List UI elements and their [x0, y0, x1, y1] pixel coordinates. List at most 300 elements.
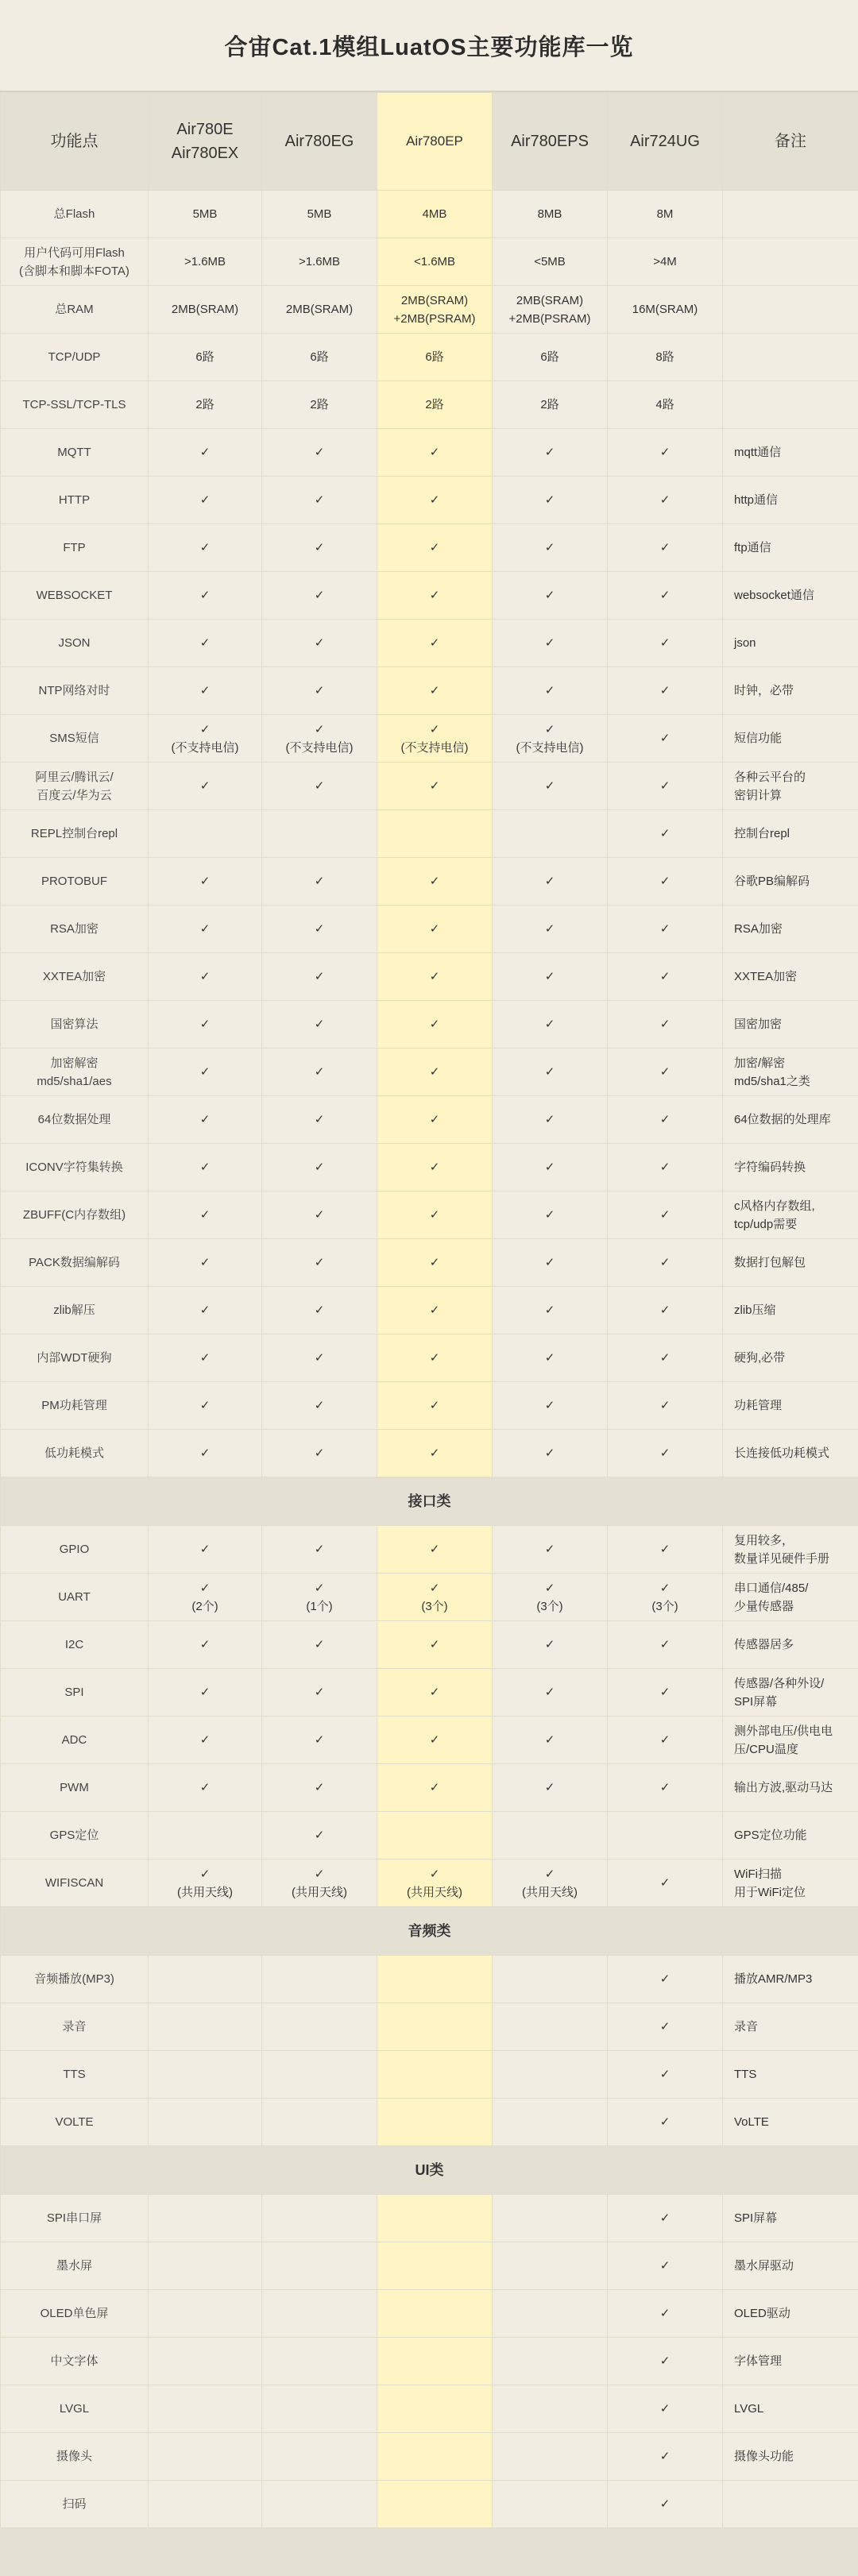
feature-name: HTTP	[1, 477, 149, 524]
note-cell	[723, 191, 858, 238]
table-row	[1, 524, 858, 572]
support-cell: ✓	[149, 1717, 262, 1764]
note-cell: 功耗管理	[723, 1382, 858, 1430]
support-cell: ✓	[608, 2385, 723, 2433]
table-row	[1, 2195, 858, 2242]
support-cell: ✓	[608, 953, 723, 1001]
support-cell: ✓	[377, 858, 493, 906]
support-cell: ✓	[377, 953, 493, 1001]
support-cell: ✓	[262, 572, 377, 620]
support-cell	[149, 2051, 262, 2099]
note-cell: zlib压缩	[723, 1287, 858, 1334]
note-cell: 播放AMR/MP3	[723, 1956, 858, 2003]
table-row	[1, 1621, 858, 1669]
support-cell: ✓ (3个)	[608, 1574, 723, 1621]
support-cell: ✓	[493, 667, 608, 715]
support-cell: ✓	[149, 953, 262, 1001]
support-cell: ✓	[377, 1239, 493, 1287]
support-cell: ✓	[608, 2433, 723, 2481]
support-cell: ✓	[493, 1621, 608, 1669]
support-cell	[377, 2433, 493, 2481]
support-cell: ✓	[493, 1287, 608, 1334]
support-cell	[262, 2099, 377, 2146]
support-cell: ✓	[149, 1382, 262, 1430]
table-row	[1, 2481, 858, 2528]
table-row	[1, 2003, 858, 2051]
support-cell: ✓	[377, 620, 493, 667]
note-cell	[723, 238, 858, 286]
support-cell: ✓	[262, 1334, 377, 1382]
support-cell: ✓	[377, 572, 493, 620]
table-row	[1, 1096, 858, 1144]
support-cell: ✓	[377, 667, 493, 715]
support-cell	[377, 2290, 493, 2338]
note-cell: 控制台repl	[723, 810, 858, 858]
table-row	[1, 1430, 858, 1477]
support-cell	[493, 1956, 608, 2003]
feature-name: 加密解密 md5/sha1/aes	[1, 1049, 149, 1096]
section-row	[1, 1477, 858, 1526]
support-cell: ✓	[262, 1669, 377, 1717]
column-header: Air780E Air780EX	[149, 93, 262, 191]
support-cell: ✓	[608, 1717, 723, 1764]
support-cell: 6路	[493, 334, 608, 381]
support-cell: ✓	[608, 2481, 723, 2528]
support-cell	[262, 2242, 377, 2290]
support-cell: 5MB	[262, 191, 377, 238]
support-cell: 6路	[377, 334, 493, 381]
feature-name: 内部WDT硬狗	[1, 1334, 149, 1382]
support-cell: ✓	[608, 2290, 723, 2338]
support-cell: ✓	[493, 1334, 608, 1382]
support-cell	[262, 2433, 377, 2481]
feature-name: ICONV字符集转换	[1, 1144, 149, 1191]
table-row	[1, 1526, 858, 1574]
support-cell: ✓	[608, 1669, 723, 1717]
support-cell: ✓	[608, 1956, 723, 2003]
support-cell	[493, 2433, 608, 2481]
note-cell: 传感器/各种外设/ SPI屏幕	[723, 1669, 858, 1717]
support-cell: ✓	[608, 1860, 723, 1907]
support-cell	[262, 2051, 377, 2099]
support-cell: 4MB	[377, 191, 493, 238]
support-cell: >1.6MB	[262, 238, 377, 286]
table-row	[1, 2385, 858, 2433]
column-header: Air724UG	[608, 93, 723, 191]
feature-name: PM功耗管理	[1, 1382, 149, 1430]
support-cell: ✓	[608, 1382, 723, 1430]
support-cell: >1.6MB	[149, 238, 262, 286]
support-cell: ✓ (1个)	[262, 1574, 377, 1621]
table-row	[1, 1860, 858, 1907]
feature-name: TCP-SSL/TCP-TLS	[1, 381, 149, 429]
table-row	[1, 381, 858, 429]
feature-name: MQTT	[1, 429, 149, 477]
support-cell: ✓	[262, 1096, 377, 1144]
support-cell: 2MB(SRAM) +2MB(PSRAM)	[493, 286, 608, 334]
table-row	[1, 763, 858, 810]
feature-name: I2C	[1, 1621, 149, 1669]
table-row	[1, 1669, 858, 1717]
support-cell	[493, 2338, 608, 2385]
support-cell: ✓	[149, 429, 262, 477]
support-cell	[493, 2195, 608, 2242]
support-cell	[149, 2433, 262, 2481]
support-cell: ✓	[608, 1764, 723, 1812]
support-cell: ✓	[608, 1334, 723, 1382]
support-cell: ✓	[493, 524, 608, 572]
support-cell: ✓	[493, 1239, 608, 1287]
table-body	[1, 191, 858, 2528]
support-cell: ✓	[149, 906, 262, 953]
feature-name: RSA加密	[1, 906, 149, 953]
support-cell	[493, 2003, 608, 2051]
support-cell	[377, 2099, 493, 2146]
table-row	[1, 715, 858, 763]
support-cell: 8路	[608, 334, 723, 381]
table-row	[1, 953, 858, 1001]
support-cell: ✓	[149, 667, 262, 715]
support-cell: ✓	[493, 858, 608, 906]
support-cell: ✓	[377, 1191, 493, 1239]
support-cell	[377, 810, 493, 858]
support-cell: ✓	[608, 2338, 723, 2385]
support-cell	[149, 2481, 262, 2528]
support-cell: ✓	[262, 763, 377, 810]
support-cell: ✓	[262, 1717, 377, 1764]
support-cell: ✓	[493, 953, 608, 1001]
feature-name: 低功耗模式	[1, 1430, 149, 1477]
note-cell: 短信功能	[723, 715, 858, 763]
support-cell: ✓	[493, 620, 608, 667]
feature-name: 扫码	[1, 2481, 149, 2528]
support-cell: ✓	[608, 858, 723, 906]
support-cell: ✓	[149, 1430, 262, 1477]
support-cell: ✓	[262, 906, 377, 953]
support-cell: ✓ (不支持电信)	[493, 715, 608, 763]
support-cell	[377, 2338, 493, 2385]
note-cell: TTS	[723, 2051, 858, 2099]
note-cell: 加密/解密 md5/sha1之类	[723, 1049, 858, 1096]
table-row	[1, 667, 858, 715]
table-row	[1, 2290, 858, 2338]
table-row	[1, 906, 858, 953]
support-cell: ✓	[149, 1144, 262, 1191]
support-cell: ✓ (不支持电信)	[149, 715, 262, 763]
support-cell: <1.6MB	[377, 238, 493, 286]
feature-name: TCP/UDP	[1, 334, 149, 381]
support-cell: ✓	[262, 477, 377, 524]
table-row	[1, 620, 858, 667]
section-title: 音频类	[1, 1907, 858, 1956]
support-cell: ✓	[377, 1717, 493, 1764]
page-title: 合宙Cat.1模组LuatOS主要功能库一览	[0, 0, 858, 92]
support-cell: ✓	[149, 620, 262, 667]
support-cell: ✓	[493, 1096, 608, 1144]
support-cell	[493, 2242, 608, 2290]
support-cell	[493, 2051, 608, 2099]
support-cell	[493, 2290, 608, 2338]
support-cell: >4M	[608, 238, 723, 286]
support-cell	[149, 2338, 262, 2385]
support-cell: ✓	[262, 1526, 377, 1574]
note-cell: 传感器居多	[723, 1621, 858, 1669]
feature-name: ZBUFF(C内存数组)	[1, 1191, 149, 1239]
support-cell: ✓	[149, 1621, 262, 1669]
support-cell: ✓	[377, 906, 493, 953]
feature-name: 总RAM	[1, 286, 149, 334]
note-cell: 长连接低功耗模式	[723, 1430, 858, 1477]
support-cell: ✓	[262, 1144, 377, 1191]
support-cell: ✓ (不支持电信)	[377, 715, 493, 763]
feature-name: GPS定位	[1, 1812, 149, 1860]
support-cell: 6路	[149, 334, 262, 381]
feature-name: WEBSOCKET	[1, 572, 149, 620]
support-cell: <5MB	[493, 238, 608, 286]
support-cell: 2MB(SRAM)	[149, 286, 262, 334]
table-row	[1, 238, 858, 286]
support-cell: ✓	[377, 1287, 493, 1334]
feature-name: 用户代码可用Flash (含脚本和脚本FOTA)	[1, 238, 149, 286]
feature-name: 墨水屏	[1, 2242, 149, 2290]
support-cell: ✓	[493, 1669, 608, 1717]
support-cell	[493, 810, 608, 858]
feature-name: LVGL	[1, 2385, 149, 2433]
note-cell: OLED驱动	[723, 2290, 858, 2338]
support-cell: 6路	[262, 334, 377, 381]
table-row	[1, 1334, 858, 1382]
support-cell	[377, 1812, 493, 1860]
support-cell: ✓	[493, 572, 608, 620]
support-cell: ✓	[262, 1287, 377, 1334]
note-cell: RSA加密	[723, 906, 858, 953]
support-cell	[149, 1956, 262, 2003]
support-cell: ✓	[377, 1669, 493, 1717]
support-cell: ✓	[377, 477, 493, 524]
column-header: Air780EP	[377, 93, 493, 191]
support-cell: ✓ (3个)	[377, 1574, 493, 1621]
support-cell: ✓	[149, 1049, 262, 1096]
support-cell: ✓	[608, 620, 723, 667]
support-cell	[493, 2481, 608, 2528]
support-cell: ✓ (2个)	[149, 1574, 262, 1621]
table-row	[1, 429, 858, 477]
feature-name: GPIO	[1, 1526, 149, 1574]
support-cell: 2路	[493, 381, 608, 429]
support-cell	[377, 2242, 493, 2290]
support-cell: ✓	[493, 429, 608, 477]
support-cell: ✓	[262, 953, 377, 1001]
support-cell	[377, 2051, 493, 2099]
support-cell: ✓	[262, 1001, 377, 1049]
support-cell: ✓	[262, 620, 377, 667]
support-cell: ✓	[149, 1526, 262, 1574]
support-cell: 2MB(SRAM)	[262, 286, 377, 334]
support-cell: ✓	[493, 1001, 608, 1049]
support-cell	[149, 2290, 262, 2338]
feature-name: SPI串口屏	[1, 2195, 149, 2242]
support-cell	[262, 1956, 377, 2003]
feature-name: NTP网络对时	[1, 667, 149, 715]
note-cell: 串口通信/485/ 少量传感器	[723, 1574, 858, 1621]
support-cell: ✓	[377, 1096, 493, 1144]
note-cell: 硬狗,必带	[723, 1334, 858, 1382]
support-cell: ✓	[262, 1049, 377, 1096]
section-title: UI类	[1, 2146, 858, 2195]
support-cell: ✓	[149, 1191, 262, 1239]
support-cell: ✓	[262, 1764, 377, 1812]
feature-name: PWM	[1, 1764, 149, 1812]
table-row	[1, 1574, 858, 1621]
table-row	[1, 334, 858, 381]
support-cell: ✓	[262, 429, 377, 477]
column-header: 备注	[723, 93, 858, 191]
note-cell: GPS定位功能	[723, 1812, 858, 1860]
support-cell: ✓ (共用天线)	[377, 1860, 493, 1907]
table-row	[1, 1001, 858, 1049]
note-cell: 谷歌PB编解码	[723, 858, 858, 906]
support-cell: ✓	[377, 1382, 493, 1430]
feature-name: 阿里云/腾讯云/ 百度云/华为云	[1, 763, 149, 810]
support-cell: ✓	[149, 1334, 262, 1382]
table-row	[1, 1717, 858, 1764]
support-cell: ✓	[149, 1239, 262, 1287]
header-row	[1, 93, 858, 191]
feature-name: 摄像头	[1, 2433, 149, 2481]
note-cell: 复用较多， 数量详见硬件手册	[723, 1526, 858, 1574]
support-cell: ✓	[493, 1049, 608, 1096]
support-cell	[493, 2385, 608, 2433]
note-cell: SPI屏幕	[723, 2195, 858, 2242]
feature-name: SPI	[1, 1669, 149, 1717]
note-cell: WiFi扫描 用于WiFi定位	[723, 1860, 858, 1907]
support-cell	[493, 1812, 608, 1860]
table-row	[1, 1239, 858, 1287]
support-cell: ✓	[608, 2195, 723, 2242]
support-cell: ✓	[608, 667, 723, 715]
support-cell: ✓	[608, 1287, 723, 1334]
table-row	[1, 1956, 858, 2003]
support-cell: ✓	[149, 1001, 262, 1049]
note-cell: 墨水屏驱动	[723, 2242, 858, 2290]
support-cell: ✓	[377, 1144, 493, 1191]
support-cell: 5MB	[149, 191, 262, 238]
support-cell: ✓	[608, 1049, 723, 1096]
table-footer	[0, 2528, 858, 2576]
support-cell: ✓	[262, 858, 377, 906]
support-cell	[377, 2195, 493, 2242]
table-row	[1, 572, 858, 620]
support-cell: ✓	[608, 1191, 723, 1239]
support-cell: ✓	[262, 667, 377, 715]
support-cell: ✓	[493, 763, 608, 810]
support-cell	[262, 2290, 377, 2338]
section-title: 接口类	[1, 1477, 858, 1526]
support-cell: ✓	[493, 1144, 608, 1191]
support-cell: 2路	[149, 381, 262, 429]
support-cell: ✓	[608, 810, 723, 858]
support-cell	[377, 2481, 493, 2528]
note-cell: 字体管理	[723, 2338, 858, 2385]
support-cell: ✓	[608, 1144, 723, 1191]
support-cell: ✓	[608, 763, 723, 810]
support-cell: ✓	[493, 1764, 608, 1812]
note-cell: websocket通信	[723, 572, 858, 620]
note-cell	[723, 2481, 858, 2528]
support-cell: ✓	[262, 1239, 377, 1287]
support-cell	[493, 2099, 608, 2146]
support-cell	[262, 2338, 377, 2385]
support-cell: ✓	[608, 572, 723, 620]
support-cell: ✓	[262, 1430, 377, 1477]
support-cell: ✓	[149, 477, 262, 524]
support-cell: ✓	[608, 1621, 723, 1669]
feature-name: XXTEA加密	[1, 953, 149, 1001]
support-cell: ✓	[377, 429, 493, 477]
note-cell: 录音	[723, 2003, 858, 2051]
table-row	[1, 810, 858, 858]
support-cell	[262, 2195, 377, 2242]
support-cell	[377, 2003, 493, 2051]
feature-name: 64位数据处理	[1, 1096, 149, 1144]
table-row	[1, 477, 858, 524]
support-cell: ✓	[149, 858, 262, 906]
support-cell: ✓	[377, 1430, 493, 1477]
support-cell: 8M	[608, 191, 723, 238]
feature-name: SMS短信	[1, 715, 149, 763]
support-cell: ✓	[608, 1096, 723, 1144]
support-cell: ✓	[262, 1382, 377, 1430]
support-cell: ✓	[262, 1621, 377, 1669]
feature-name: TTS	[1, 2051, 149, 2099]
support-cell: ✓	[608, 2099, 723, 2146]
note-cell: XXTEA加密	[723, 953, 858, 1001]
feature-name: 中文字体	[1, 2338, 149, 2385]
support-cell: ✓	[493, 1382, 608, 1430]
support-cell: ✓	[262, 1812, 377, 1860]
feature-name: 音频播放(MP3)	[1, 1956, 149, 2003]
support-cell: ✓	[262, 1191, 377, 1239]
note-cell: mqtt通信	[723, 429, 858, 477]
support-cell: 2路	[262, 381, 377, 429]
feature-name: zlib解压	[1, 1287, 149, 1334]
table-row	[1, 286, 858, 334]
support-cell: ✓	[262, 524, 377, 572]
support-cell: 16M(SRAM)	[608, 286, 723, 334]
feature-name: 录音	[1, 2003, 149, 2051]
support-cell: ✓	[149, 763, 262, 810]
note-cell: VoLTE	[723, 2099, 858, 2146]
section-row	[1, 1907, 858, 1956]
table-row	[1, 2051, 858, 2099]
note-cell: json	[723, 620, 858, 667]
support-cell: ✓ (不支持电信)	[262, 715, 377, 763]
note-cell: 字符编码转换	[723, 1144, 858, 1191]
support-cell	[262, 2385, 377, 2433]
support-cell: ✓	[608, 1430, 723, 1477]
support-cell: ✓	[608, 1239, 723, 1287]
support-cell: ✓	[149, 1287, 262, 1334]
support-cell	[149, 2003, 262, 2051]
support-cell: ✓	[493, 906, 608, 953]
support-cell: ✓	[377, 1621, 493, 1669]
note-cell	[723, 286, 858, 334]
table-row	[1, 1764, 858, 1812]
note-cell	[723, 381, 858, 429]
feature-name: PROTOBUF	[1, 858, 149, 906]
support-cell	[149, 2195, 262, 2242]
table-row	[1, 1144, 858, 1191]
